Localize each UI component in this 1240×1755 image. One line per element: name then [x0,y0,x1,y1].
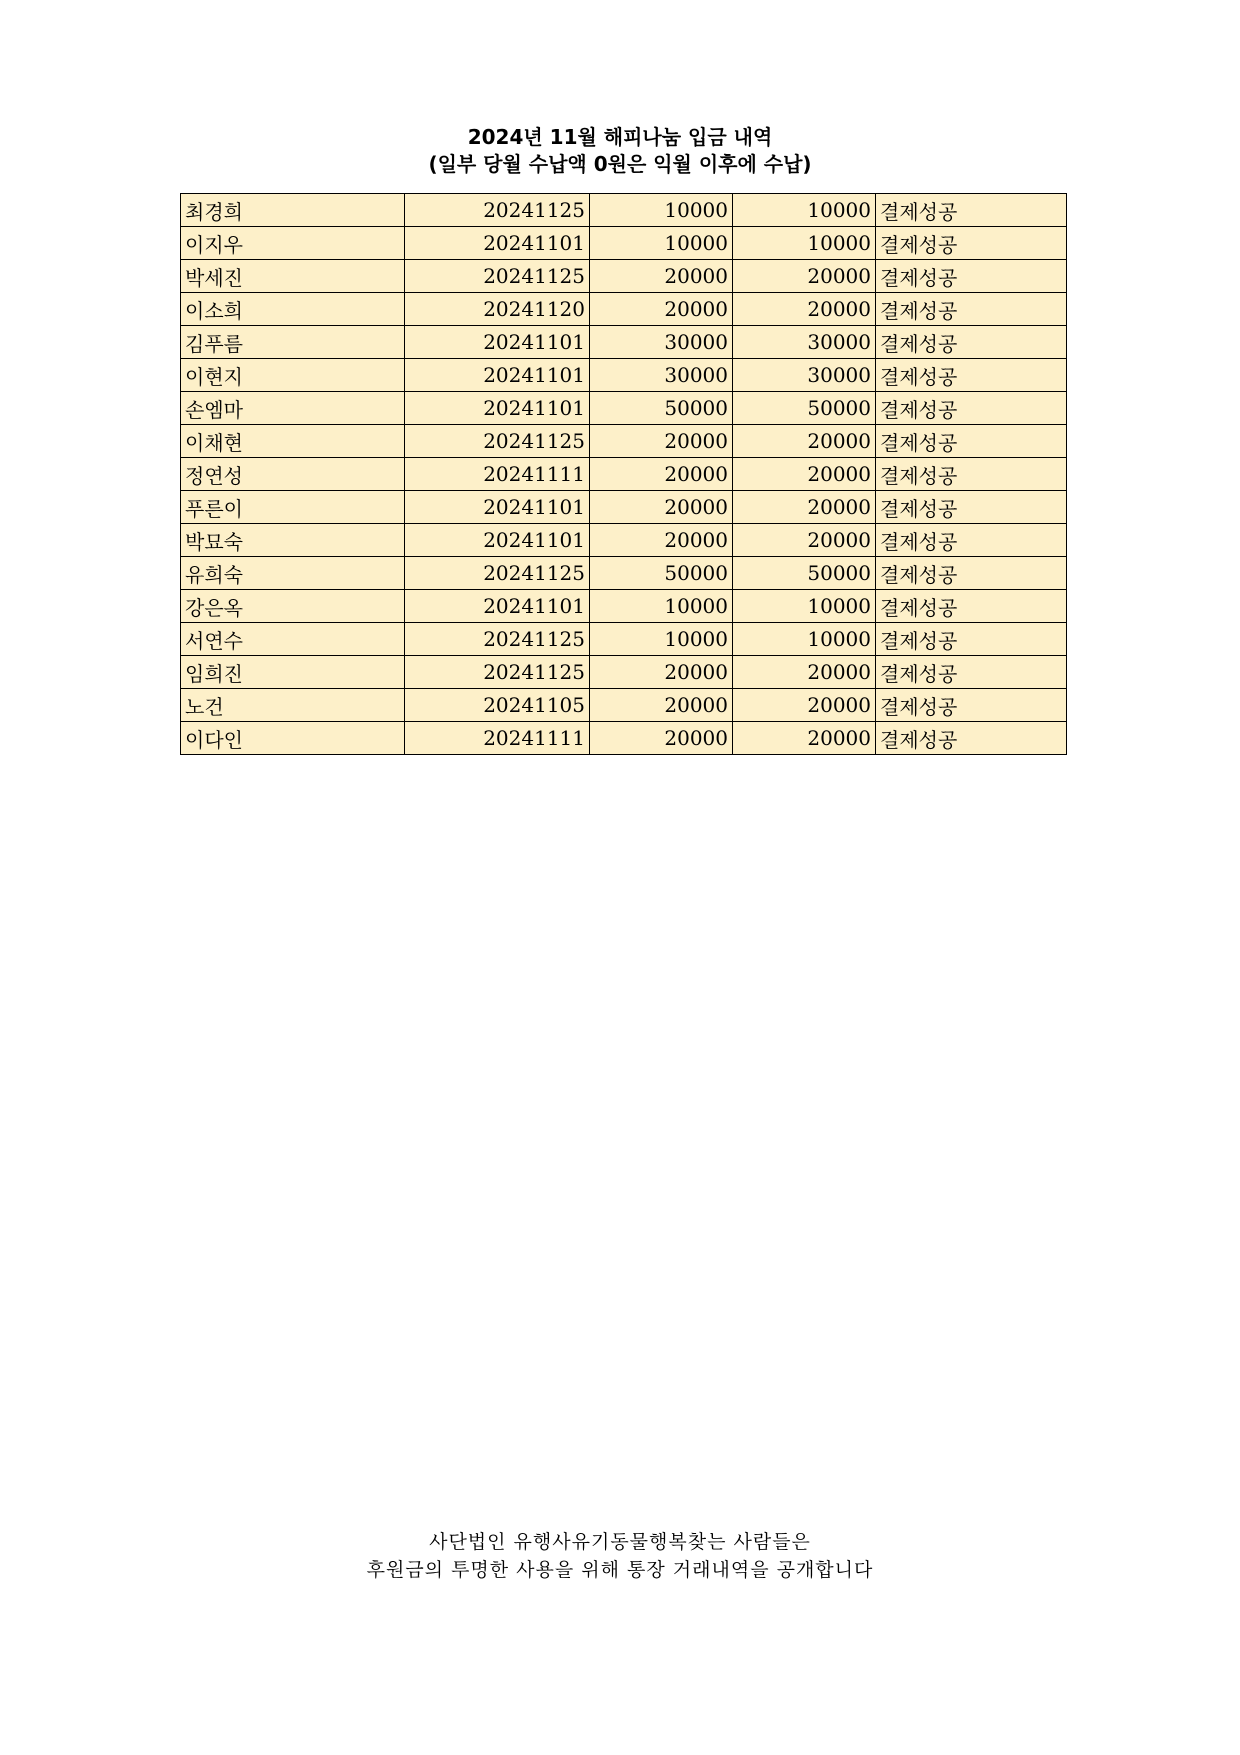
deposit-date-cell: 20241101 [405,524,590,557]
paid-amount-cell: 20000 [733,458,876,491]
paid-amount-cell: 20000 [733,425,876,458]
deposit-date-cell: 20241101 [405,392,590,425]
pledged-amount-cell: 20000 [590,458,733,491]
payment-status-cell: 결제성공 [876,392,1067,425]
pledged-amount-cell: 10000 [590,194,733,227]
donor-name-cell: 강은옥 [181,590,405,623]
table-row [181,722,1067,755]
payment-status-cell: 결제성공 [876,557,1067,590]
donor-name-cell: 이지우 [181,227,405,260]
pledged-amount-cell: 20000 [590,689,733,722]
pledged-amount-cell: 20000 [590,524,733,557]
payment-status-cell: 결제성공 [876,656,1067,689]
table-row [181,458,1067,491]
donor-name-cell: 노건 [181,689,405,722]
deposit-date-cell: 20241125 [405,623,590,656]
paid-amount-cell: 10000 [733,194,876,227]
table-row [181,293,1067,326]
payment-status-cell: 결제성공 [876,524,1067,557]
payment-status-cell: 결제성공 [876,458,1067,491]
deposit-date-cell: 20241101 [405,590,590,623]
footer-line-1: 사단법인 유행사유기동물행복찾는 사람들은 [429,1531,811,1553]
donor-name-cell: 푸른이 [181,491,405,524]
pledged-amount-cell: 50000 [590,392,733,425]
document-footer [0,1528,1240,1584]
pledged-amount-cell: 10000 [590,590,733,623]
pledged-amount-cell: 20000 [590,260,733,293]
paid-amount-cell: 50000 [733,392,876,425]
donor-name-cell: 이현지 [181,359,405,392]
paid-amount-cell: 50000 [733,557,876,590]
paid-amount-cell: 20000 [733,722,876,755]
deposit-date-cell: 20241125 [405,260,590,293]
pledged-amount-cell: 20000 [590,656,733,689]
payment-status-cell: 결제성공 [876,491,1067,524]
table-row [181,524,1067,557]
table-row [181,359,1067,392]
donor-name-cell: 유희숙 [181,557,405,590]
deposit-date-cell: 20241125 [405,425,590,458]
pledged-amount-cell: 50000 [590,557,733,590]
footer-line-2: 후원금의 투명한 사용을 위해 통장 거래내역을 공개합니다 [366,1559,874,1581]
paid-amount-cell: 20000 [733,524,876,557]
payment-status-cell: 결제성공 [876,722,1067,755]
table-row [181,689,1067,722]
table-row [181,326,1067,359]
paid-amount-cell: 20000 [733,293,876,326]
pledged-amount-cell: 20000 [590,293,733,326]
pledged-amount-cell: 20000 [590,491,733,524]
payment-status-cell: 결제성공 [876,359,1067,392]
donor-name-cell: 최경희 [181,194,405,227]
table-row [181,260,1067,293]
table-row [181,392,1067,425]
payment-status-cell: 결제성공 [876,227,1067,260]
table-row [181,590,1067,623]
paid-amount-cell: 30000 [733,326,876,359]
pledged-amount-cell: 20000 [590,722,733,755]
table-row [181,425,1067,458]
donor-name-cell: 박묘숙 [181,524,405,557]
deposit-date-cell: 20241101 [405,326,590,359]
pledged-amount-cell: 10000 [590,623,733,656]
table-row [181,227,1067,260]
deposit-date-cell: 20241111 [405,722,590,755]
paid-amount-cell: 20000 [733,491,876,524]
payment-status-cell: 결제성공 [876,689,1067,722]
deposit-date-cell: 20241101 [405,491,590,524]
deposit-table [180,193,1067,755]
table-row [181,656,1067,689]
paid-amount-cell: 20000 [733,689,876,722]
deposit-table-body [181,194,1067,755]
deposit-date-cell: 20241125 [405,194,590,227]
paid-amount-cell: 10000 [733,227,876,260]
paid-amount-cell: 10000 [733,590,876,623]
donor-name-cell: 손엠마 [181,392,405,425]
deposit-date-cell: 20241120 [405,293,590,326]
payment-status-cell: 결제성공 [876,260,1067,293]
title-line-2: (일부 당월 수납액 0원은 익월 이후에 수납) [428,152,812,176]
paid-amount-cell: 20000 [733,656,876,689]
donor-name-cell: 이소희 [181,293,405,326]
payment-status-cell: 결제성공 [876,326,1067,359]
paid-amount-cell: 20000 [733,260,876,293]
deposit-date-cell: 20241105 [405,689,590,722]
document-title [0,124,1240,178]
paid-amount-cell: 10000 [733,623,876,656]
table-row [181,557,1067,590]
pledged-amount-cell: 30000 [590,326,733,359]
deposit-date-cell: 20241101 [405,359,590,392]
donor-name-cell: 임희진 [181,656,405,689]
title-line-1: 2024년 11월 해피나눔 입금 내역 [467,125,773,149]
donor-name-cell: 박세진 [181,260,405,293]
payment-status-cell: 결제성공 [876,425,1067,458]
payment-status-cell: 결제성공 [876,590,1067,623]
table-row [181,491,1067,524]
donor-name-cell: 김푸름 [181,326,405,359]
table-row [181,623,1067,656]
donor-name-cell: 서연수 [181,623,405,656]
deposit-date-cell: 20241101 [405,227,590,260]
deposit-date-cell: 20241111 [405,458,590,491]
pledged-amount-cell: 10000 [590,227,733,260]
donor-name-cell: 정연성 [181,458,405,491]
payment-status-cell: 결제성공 [876,293,1067,326]
pledged-amount-cell: 30000 [590,359,733,392]
table-row [181,194,1067,227]
deposit-date-cell: 20241125 [405,656,590,689]
deposit-date-cell: 20241125 [405,557,590,590]
donor-name-cell: 이채현 [181,425,405,458]
donor-name-cell: 이다인 [181,722,405,755]
payment-status-cell: 결제성공 [876,623,1067,656]
payment-status-cell: 결제성공 [876,194,1067,227]
pledged-amount-cell: 20000 [590,425,733,458]
paid-amount-cell: 30000 [733,359,876,392]
